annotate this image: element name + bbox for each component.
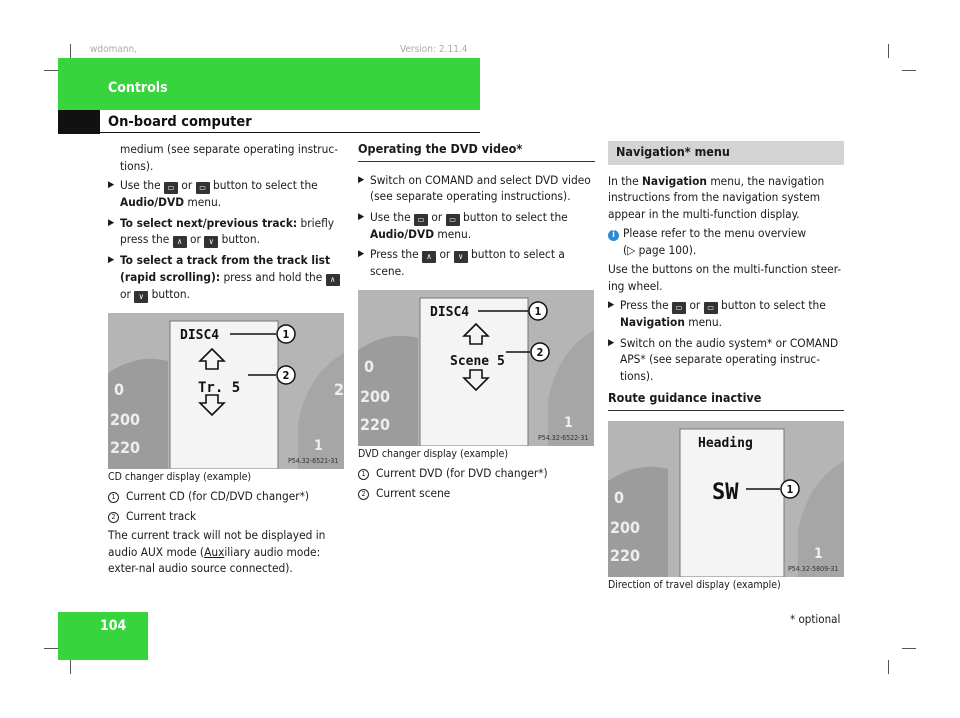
section-title: Controls (108, 80, 168, 96)
figure-code: P54.32-6522-31 (538, 433, 589, 442)
up-key-icon: ∧ (173, 236, 187, 248)
column-2 (358, 141, 595, 504)
figure-caption: Direction of travel display (example) (608, 578, 781, 591)
steering-wheel-note: Use the buttons on the multi-function steer-ing wheel. (608, 262, 842, 293)
display-left-key-icon: ▭ (164, 182, 178, 194)
svg-text:220: 220 (610, 545, 641, 565)
direction-display-figure (608, 421, 844, 577)
disc-label: DISC4 (430, 304, 470, 320)
figure-caption: CD changer display (example) (108, 470, 252, 483)
optional-footnote: * optional (790, 612, 841, 626)
list-item: ▶ To select a track from the track list (rapid scrolling): press and hold the ∧ or ∨ button. (108, 252, 346, 303)
list-item: ▶ Use the ▭ or ▭ button to select the Audio/DVD menu. (358, 209, 568, 241)
figure-code: P54.32-5809-31 (788, 564, 839, 573)
svg-text:1: 1 (564, 414, 573, 431)
list-item: ▶ Switch on COMAND and select DVD video (see separate operating instructions). (358, 172, 591, 203)
svg-text:1: 1 (534, 304, 542, 318)
down-key-icon: ∨ (454, 251, 468, 263)
svg-text:200: 200 (110, 409, 141, 429)
svg-text:1: 1 (282, 327, 290, 341)
legend-item: 2 Current scene (358, 485, 595, 502)
list-item: ▶ To select next/previous track: briefly press the ∧ or ∨ button. (108, 215, 335, 246)
svg-text:1: 1 (314, 437, 323, 454)
display-left-key-icon: ▭ (414, 214, 428, 226)
legend-item: 1 Current DVD (for DVD changer*) (358, 465, 595, 482)
svg-text:0: 0 (614, 487, 625, 507)
navigation-intro: In the Navigation menu, the navigation instructions from the navigation system appear in the multi-function display. (608, 173, 825, 221)
svg-text:220: 220 (360, 414, 391, 434)
svg-text:2: 2 (282, 368, 290, 382)
up-key-icon: ∧ (422, 251, 436, 263)
figure-code: P54.32-6521-31 (288, 456, 339, 465)
svg-text:200: 200 (610, 517, 641, 537)
route-guidance-heading: Route guidance inactive (608, 390, 762, 405)
page-title: On-board computer (108, 114, 252, 130)
page-number: 104 (100, 618, 127, 634)
arrow-icon: ▶ (608, 337, 615, 348)
svg-text:200: 200 (360, 386, 391, 406)
display-right-key-icon: ▭ (196, 182, 210, 194)
header-rule (100, 132, 480, 133)
arrow-icon: ▶ (358, 211, 365, 222)
figure-caption: DVD changer display (example) (358, 447, 509, 460)
arrow-icon: ▶ (108, 255, 115, 265)
display-left-key-icon: ▭ (672, 302, 686, 314)
meta-version: Version: 2.11.4 (400, 44, 468, 55)
info-note: i Please refer to the menu overview (▷ page 100). (608, 225, 844, 258)
aux-note: The current track will not be displayed in audio AUX mode (Auxiliary audio mode: exter-nal audio source connected). (108, 528, 326, 575)
dvd-changer-display-figure (358, 290, 594, 446)
svg-text:220: 220 (110, 437, 141, 457)
down-key-icon: ∨ (204, 236, 218, 248)
dvd-heading: Operating the DVD video* (358, 141, 523, 156)
up-key-icon: ∧ (326, 274, 340, 286)
down-key-icon: ∨ (134, 291, 148, 303)
track-label: Tr. 5 (198, 379, 241, 396)
svg-text:2: 2 (536, 345, 544, 359)
arrow-icon: ▶ (358, 249, 365, 259)
heading-label: Heading (698, 435, 753, 451)
legend-item: 2 Current track (108, 508, 346, 525)
header-tab (58, 110, 100, 134)
svg-text:2: 2 (334, 379, 344, 399)
list-item: ▶ Press the ∧ or ∨ button to select a scene. (358, 247, 565, 278)
svg-text:0: 0 (114, 379, 125, 399)
svg-text:0: 0 (364, 356, 375, 376)
list-item: ▶ Press the ▭ or ▭ button to select the Navigation menu. (608, 298, 826, 329)
svg-text:1: 1 (814, 545, 823, 562)
column-3 (608, 141, 844, 596)
info-icon: i (608, 230, 619, 241)
svg-text:1: 1 (786, 482, 794, 496)
legend-item: 1 Current CD (for CD/DVD changer*) (108, 488, 346, 505)
intro-text: medium (see separate operating instruc-tions). (120, 142, 339, 173)
navigation-heading: Navigation* menu (608, 141, 844, 165)
meta-author: wdomann, (90, 44, 138, 55)
arrow-icon: ▶ (108, 217, 115, 228)
scene-label: Scene 5 (450, 353, 505, 369)
list-item: ▶ Switch on the audio system* or COMAND APS* (see separate operating instruc-tions). (608, 335, 839, 383)
list-item: ▶ Use the ▭ or ▭ button to select the Audio/DVD menu. (108, 178, 318, 209)
arrow-icon: ▶ (358, 174, 365, 185)
arrow-icon: ▶ (608, 300, 615, 310)
cd-changer-display-figure (108, 313, 344, 469)
arrow-icon: ▶ (108, 180, 115, 190)
disc-label: DISC4 (180, 327, 220, 343)
display-right-key-icon: ▭ (446, 214, 460, 226)
direction-label: SW (712, 479, 739, 505)
column-1 (108, 141, 346, 580)
display-right-key-icon: ▭ (704, 302, 718, 314)
